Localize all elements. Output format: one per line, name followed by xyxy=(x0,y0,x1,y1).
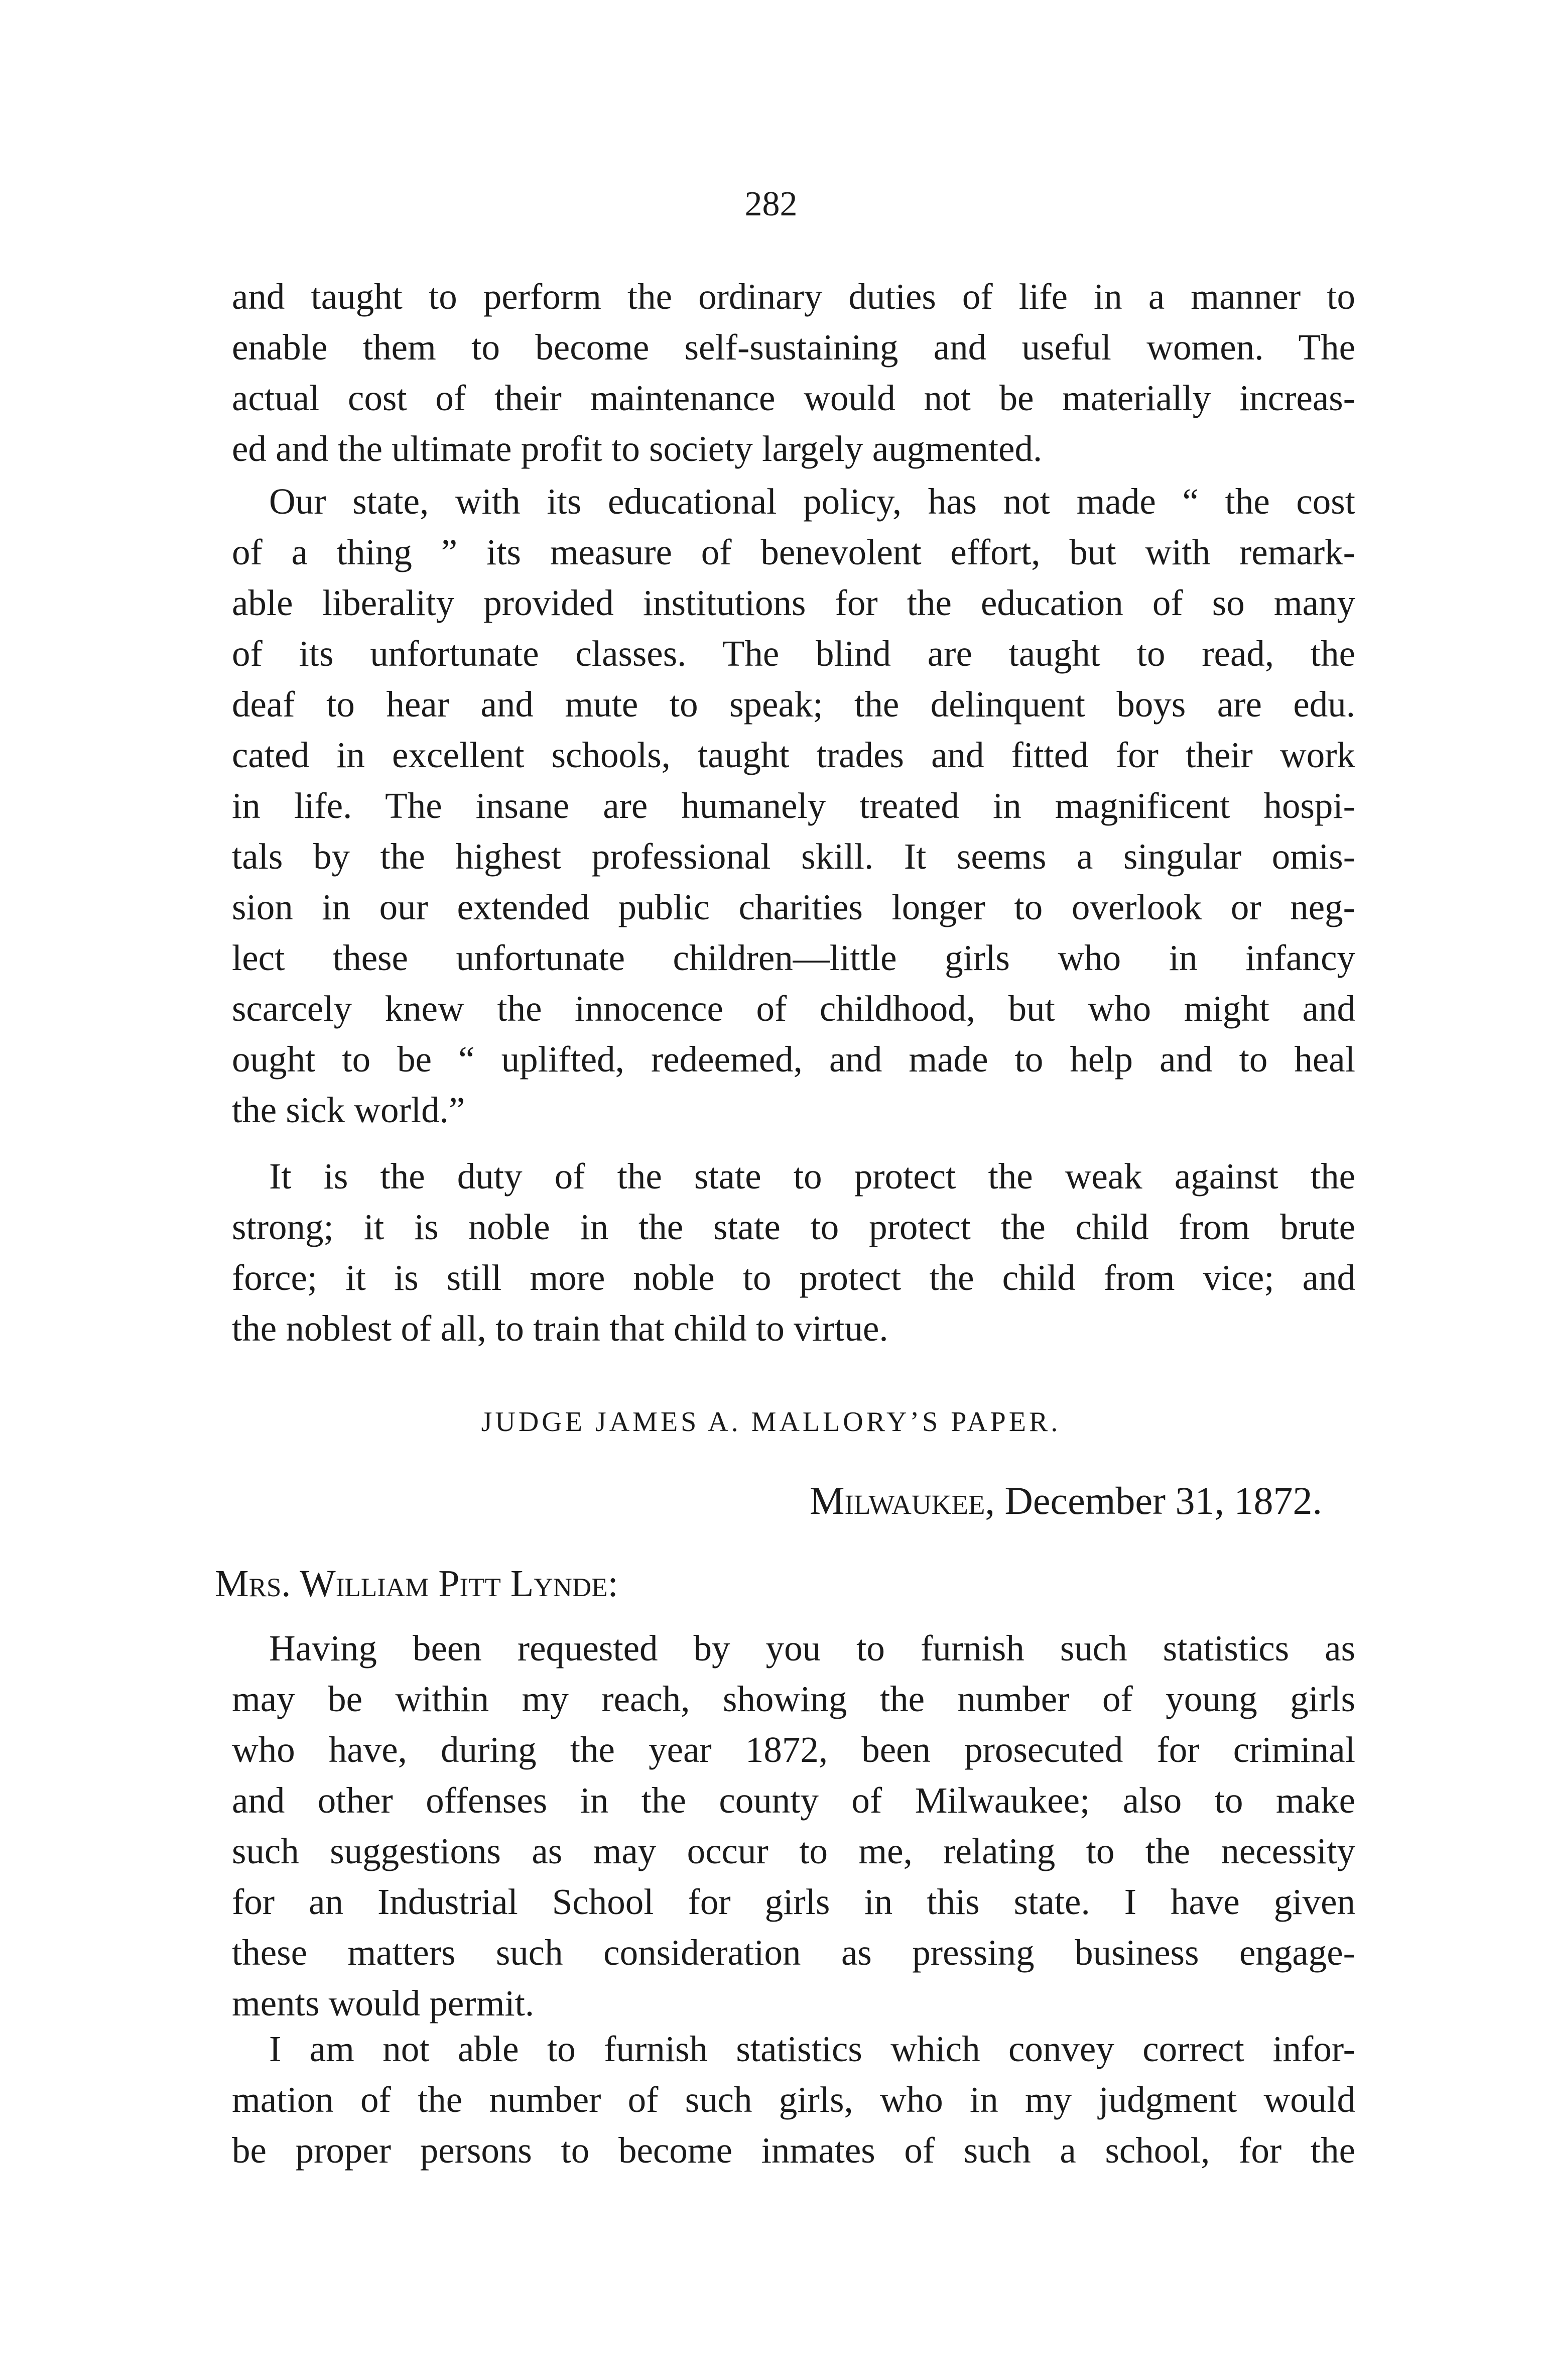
paragraph-request xyxy=(232,1623,1355,2029)
text-line: lect these unfortunate children—little girls who in infancy xyxy=(232,937,1355,978)
paragraph-statistics xyxy=(232,2024,1355,2176)
text-line: of its unfortunate classes. The blind are taught to read, the xyxy=(232,633,1355,674)
text-line: the noblest of all, to train that child to virtue. xyxy=(232,1308,888,1349)
text-line: be proper persons to become inmates of such a school, for the xyxy=(232,2130,1355,2171)
page-number: 282 xyxy=(744,185,798,223)
text-line: the sick world.” xyxy=(232,1090,465,1130)
text-line: tals by the highest professional skill. It seems a singular omis- xyxy=(232,836,1355,877)
text-line: I am not able to furnish statistics which convey correct infor- xyxy=(269,2029,1355,2069)
text-line: these matters such consideration as pressing business engage- xyxy=(232,1932,1355,1973)
paragraph-duty-of-state xyxy=(232,1151,1355,1354)
letter-salutation: Mrs. William Pitt Lynde: xyxy=(215,1563,618,1605)
text-line: Our state, with its educational policy, has not made “ the cost xyxy=(269,481,1355,522)
text-line: for an Industrial School for girls in this state. I have given xyxy=(232,1881,1355,1922)
paragraph-state-policy xyxy=(232,476,1355,1135)
text-line: ed and the ultimate profit to society largely augmented. xyxy=(232,428,1043,469)
text-line: of a thing ” its measure of benevolent effort, but with remark- xyxy=(232,532,1355,572)
dateline-place: Milwaukee, xyxy=(810,1479,995,1522)
text-line: who have, during the year 1872, been prosecuted for criminal xyxy=(232,1729,1355,1770)
paragraph-continuation xyxy=(232,271,1355,474)
text-line: and taught to perform the ordinary duties of life in a manner to xyxy=(232,276,1355,317)
text-line: cated in excellent schools, taught trades and fitted for their work xyxy=(232,735,1355,775)
text-line: able liberality provided institutions for the education of so many xyxy=(232,582,1355,623)
text-line: scarcely knew the innocence of childhood, but who might and xyxy=(232,988,1355,1029)
text-line: force; it is still more noble to protect the child from vice; and xyxy=(232,1257,1355,1298)
text-line: actual cost of their maintenance would not be materially increas- xyxy=(232,378,1355,418)
dateline-date: December 31, 1872. xyxy=(1004,1479,1322,1522)
text-line: in life. The insane are humanely treated in magnificent hospi- xyxy=(232,785,1355,826)
text-line: such suggestions as may occur to me, relating to the necessity xyxy=(232,1831,1355,1871)
letter-dateline xyxy=(810,1481,1322,1520)
text-line: may be within my reach, showing the number of young girls xyxy=(232,1679,1355,1719)
text-line: mation of the number of such girls, who in my judgment would xyxy=(232,2079,1355,2120)
text-line: ments would permit. xyxy=(232,1983,535,2024)
section-heading: JUDGE JAMES A. MALLORY’S PAPER. xyxy=(481,1406,1061,1438)
text-line: ought to be “ uplifted, redeemed, and made to help and to heal xyxy=(232,1039,1355,1080)
text-line: and other offenses in the county of Milwaukee; also to make xyxy=(232,1780,1355,1821)
text-line: strong; it is noble in the state to protect the child from brute xyxy=(232,1207,1355,1247)
text-line: sion in our extended public charities longer to overlook or neg- xyxy=(232,887,1355,927)
text-line: deaf to hear and mute to speak; the delinquent boys are edu. xyxy=(232,684,1355,725)
text-line: Having been requested by you to furnish such statistics as xyxy=(269,1628,1355,1669)
text-line: It is the duty of the state to protect the weak against the xyxy=(269,1156,1355,1197)
text-line: enable them to become self-sustaining and useful women. The xyxy=(232,327,1355,368)
